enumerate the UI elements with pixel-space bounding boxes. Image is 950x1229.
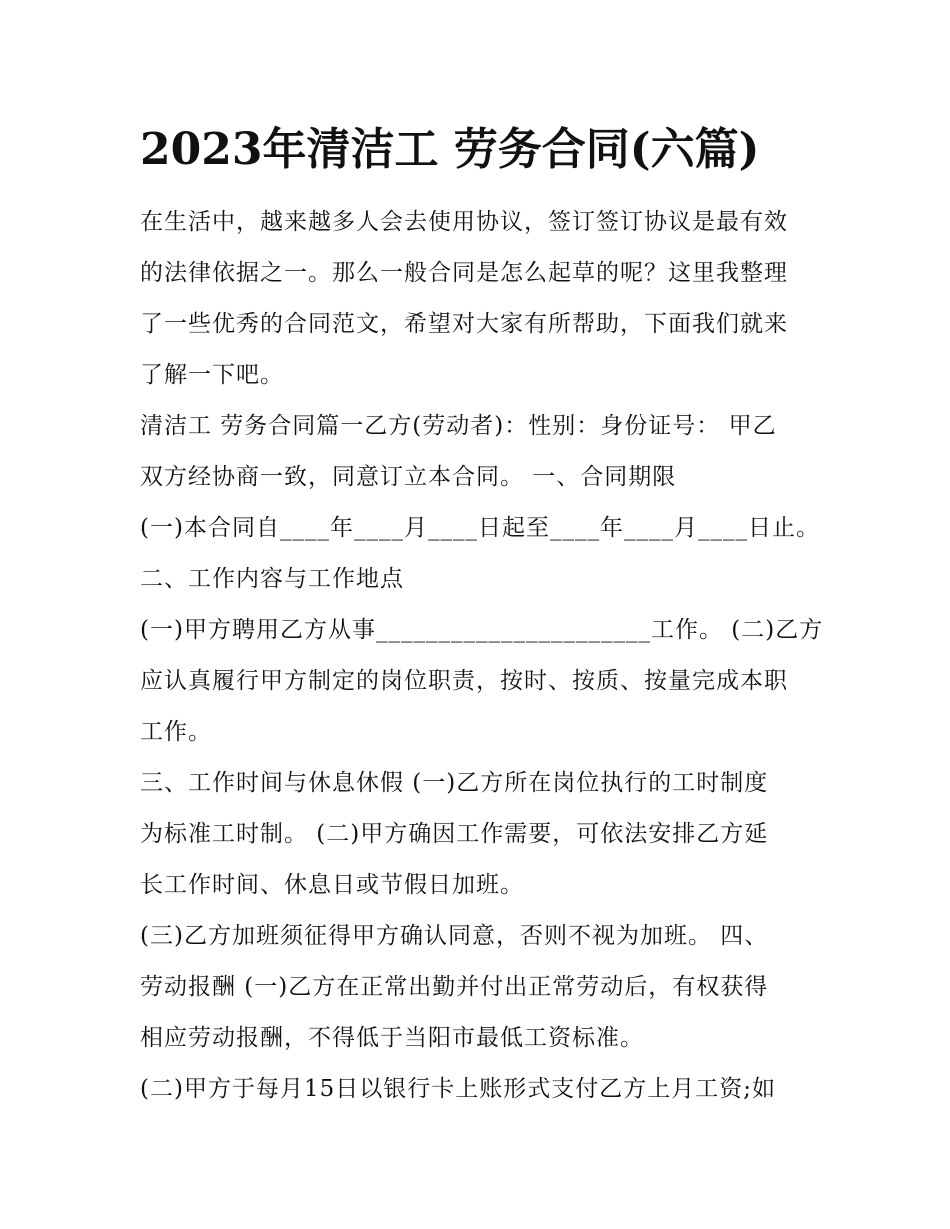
- paragraph-line: 清洁工 劳务合同篇一乙方(劳动者)：性别：身份证号： 甲乙: [140, 413, 777, 439]
- paragraph-line: (一)本合同自____年____月____日起至____年____月____日止。: [140, 515, 820, 541]
- paragraph-line: 为标准工时制。 (二)甲方确因工作需要，可依法安排乙方延: [140, 821, 769, 847]
- paragraph-line: 双方经协商一致，同意订立本合同。 一、合同期限: [140, 464, 677, 490]
- document-title: 2023年清洁工 劳务合同(六篇): [140, 124, 760, 175]
- paragraph-line: 三、工作时间与休息休假 (一)乙方所在岗位执行的工时制度: [140, 770, 769, 796]
- paragraph-line: 长工作时间、休息日或节假日加班。: [140, 872, 524, 898]
- paragraph-line: 的法律依据之一。那么一般合同是怎么起草的呢？这里我整理: [140, 260, 788, 286]
- paragraph-line: (三)乙方加班须征得甲方确认同意，否则不视为加班。 四、: [140, 923, 769, 949]
- paragraph-line: 了解一下吧。: [140, 362, 284, 388]
- paragraph-line: 工作。: [140, 719, 212, 745]
- paragraph-line: 劳动报酬 (一)乙方在正常出勤并付出正常劳动后，有权获得: [140, 974, 769, 1000]
- paragraph-line: (二)甲方于每月15日以银行卡上账形式支付乙方上月工资;如: [140, 1076, 776, 1102]
- paragraph-line: 应认真履行甲方制定的岗位职责，按时、按质、按量完成本职: [140, 668, 788, 694]
- paragraph-line: (一)甲方聘用乙方从事______________________工作。 (二)乙方: [140, 617, 824, 643]
- paragraph-line: 相应劳动报酬，不得低于当阳市最低工资标准。: [140, 1025, 644, 1051]
- paragraph-line: 在生活中，越来越多人会去使用协议，签订签订协议是最有效: [140, 209, 788, 235]
- paragraph-line: 了一些优秀的合同范文，希望对大家有所帮助，下面我们就来: [140, 311, 788, 337]
- paragraph-line: 二、工作内容与工作地点: [140, 566, 404, 592]
